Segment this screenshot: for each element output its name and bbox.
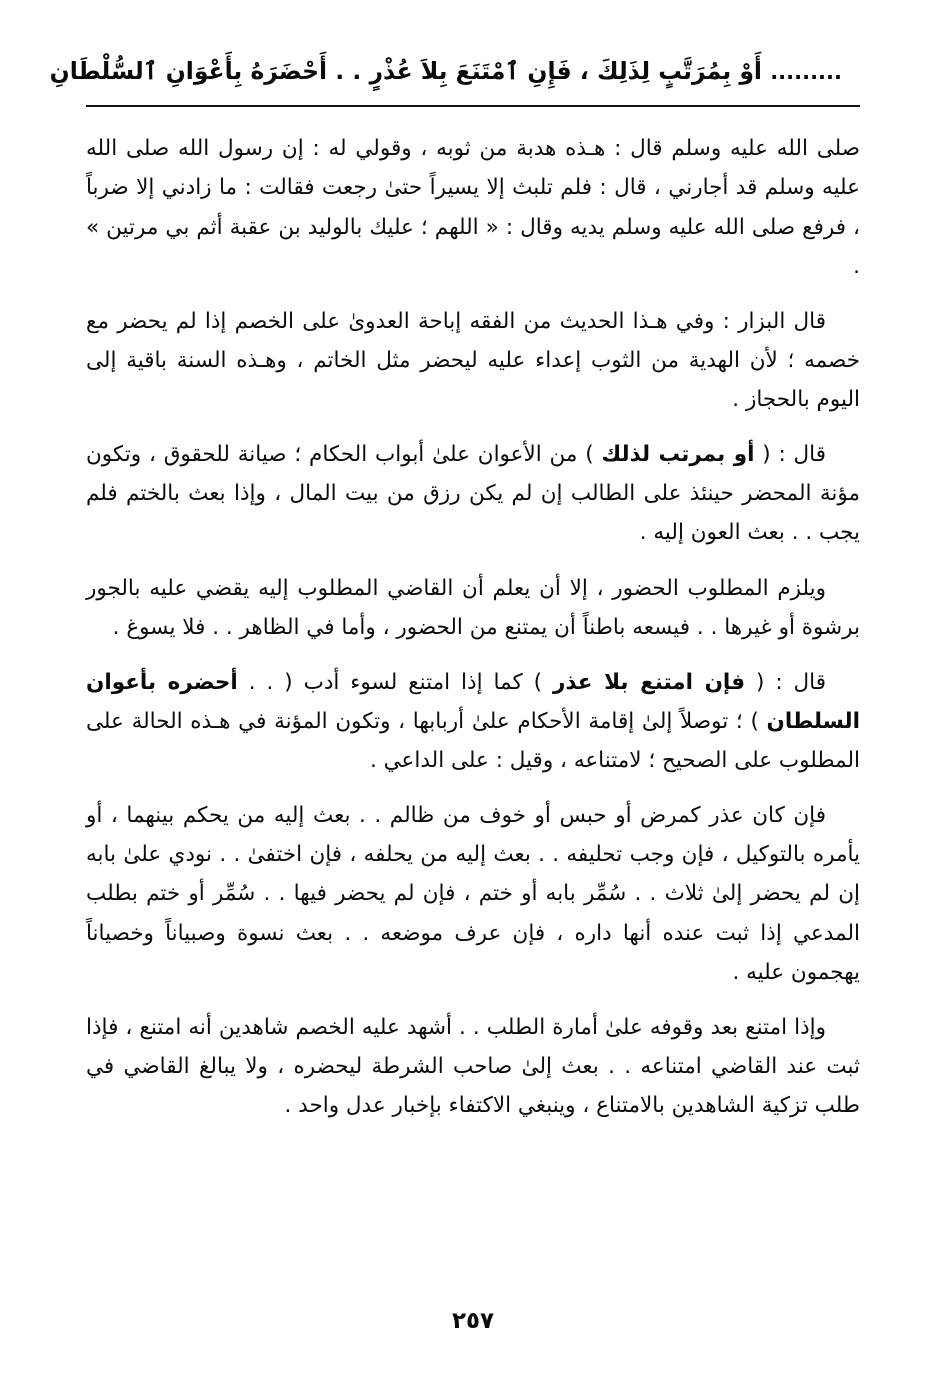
paragraph-5 <box>86 663 860 780</box>
paragraph-3 <box>86 435 860 552</box>
paragraph-7: وإذا امتنع بعد وقوفه علىٰ أمارة الطلب . . أشهد عليه الخصم شاهدين أنه امتنع ، فإذا ثبت عند القاضي امتناعه . . بعث إلىٰ صاحب الشرطة ليحضره ، ولا يبالغ القاضي في طلب تزكية الشاهدين بالامتناع ، وينبغي الاكتفاء بإخبار عدل واحد . <box>86 1014 860 1118</box>
paragraph-1: صلى الله عليه وسلم قال : هـذه هدبة من ثوبه ، وقولي له : إن رسول الله صلى الله عليه وسلم قد أجارني ، قال : فلم تلبث إلا يسيراً حتىٰ رجعت فقالت : ما زادني إلا ضرباً ، فرفع صلى الله عليه وسلم يديه وقال : « اللهم ؛ عليك بالوليد بن عقبة أثم بي مرتين » . <box>86 136 860 279</box>
header-divider <box>86 105 860 107</box>
paragraph-3-bold: أو بمرتب لذلك <box>601 442 755 468</box>
page-number: ٢٥٧ <box>451 1308 495 1334</box>
header-dots: ......... <box>770 60 842 84</box>
body-text <box>86 129 860 1125</box>
paragraph-5-before: قال : ( <box>745 669 827 695</box>
paragraph-4: ويلزم المطلوب الحضور ، إلا أن يعلم أن القاضي المطلوب إليه يقضي عليه بالجور برشوة أو غيرها . . فيسعه باطناً أن يمتنع من الحضور ، وأما في الظاهر . . فلا يسوغ . <box>86 575 860 640</box>
paragraph-6: فإن كان عذر كمرض أو حبس أو خوف من ظالم . . بعث إليه من يحكم بينهما ، أو يأمره بالتوكيل ، فإن وجب تحليفه . . بعث إليه من يحلفه ، فإن اختفىٰ . . نودي علىٰ بابه إن لم يحضر إلىٰ ثلاث . . سُمِّر بابه أو ختم ، فإن لم يحضر فيها . . سُمِّر أو ختم بطلب المدعي إذا ثبت عنده أنها داره ، فإن عرف موضعه . . بعث نسوة وصبياناً وخصياناً يهجمون عليه . <box>86 803 860 985</box>
paragraph-5-middle: ) كما إذا امتنع لسوء أدب ( . . <box>237 669 553 695</box>
paragraph-5-bold-1: فإن امتنع بلا عذر <box>553 669 746 695</box>
paragraph-3-after: ) من الأعوان علىٰ أبواب الحكام ؛ صيانة للحقوق ، وتكون مؤنة المحضر حينئذ على الطالب إن لم يكن رزق من بيت المال ، وإذا بعث بالختم فلم يجب . . بعث العون إليه . <box>86 442 860 546</box>
page-header <box>49 54 860 89</box>
paragraph-2: قال البزار : وفي هـذا الحديث من الفقه إباحة العدوىٰ على الخصم إذا لم يحضر مع خصمه ؛ لأن الهدية من الثوب إعداء عليه ليحضر مثل الخاتم ، وهـذه السنة باقية إلى اليوم بالحجاز . <box>86 308 860 412</box>
header-title: أَوْ بِمُرَتَّبٍ لِذَلِكَ ، فَإِنِ ٱمْتَنَعَ بِلاَ عُذْرٍ . . أَحْضَرَهُ بِأَعْوَانِ ٱلسُّلْطَانِ <box>49 57 762 85</box>
page-content <box>49 54 860 1338</box>
paragraph-3-before: قال : ( <box>754 442 827 468</box>
paragraph-5-after: ) ؛ توصلاً إلىٰ إقامة الأحكام علىٰ أربابها ، وتكون المؤنة في هـذه الحالة على المطلوب على الصحيح ؛ لامتناعه ، وقيل : على الداعي . <box>86 708 860 773</box>
paragraph-5-bold-2: أحضره بأعوان السلطان <box>86 669 860 734</box>
